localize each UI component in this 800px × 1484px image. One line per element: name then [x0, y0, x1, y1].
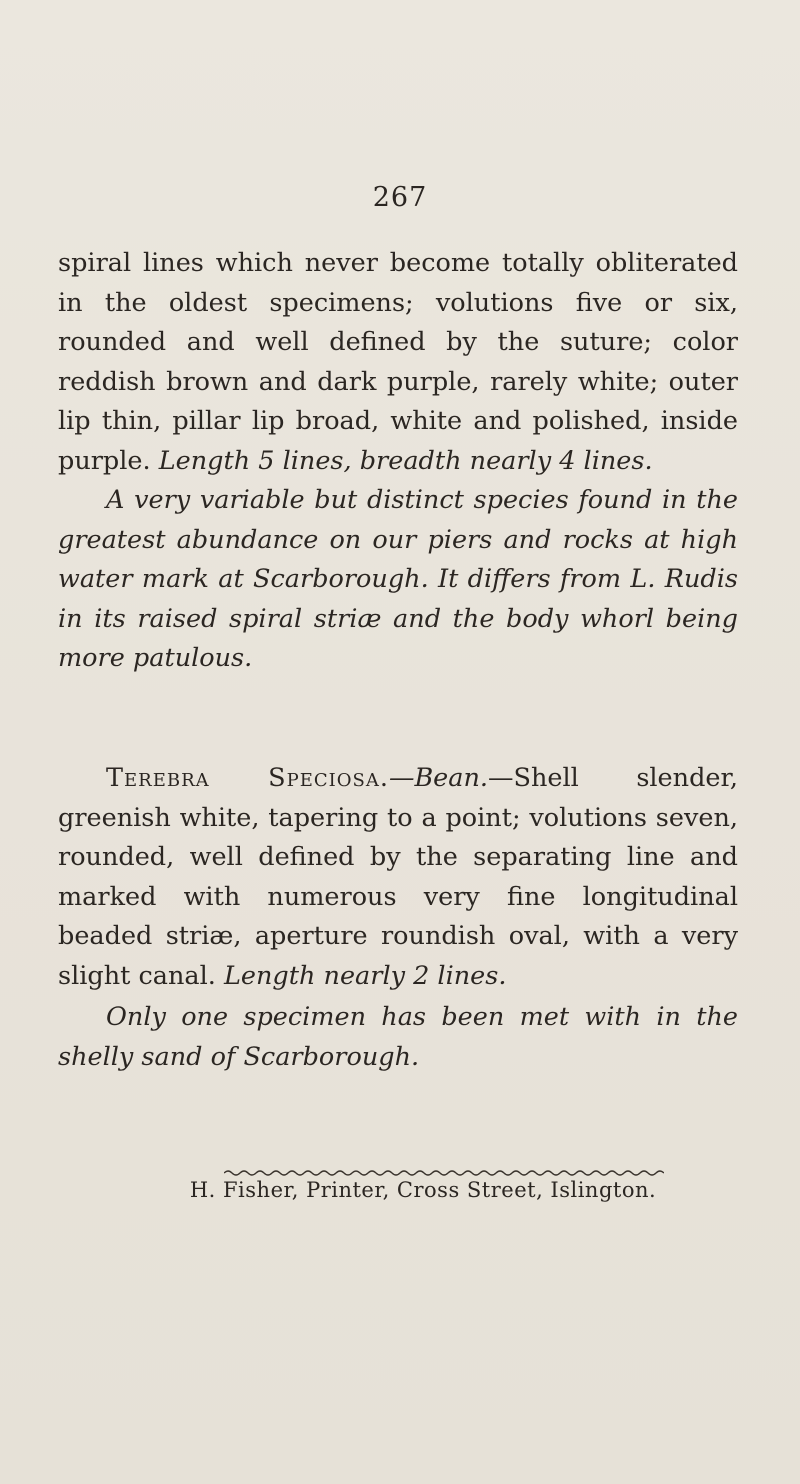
decorative-wavy-rule	[224, 1169, 664, 1177]
paragraph-terebra-description	[58, 759, 738, 997]
paragraph-littorina-habitat: A very variable but distinct species found in the greatest abundance on our piers and rocks at high water mark at Scarborough. It differs from L. Rudis in its raised spiral striæ and the body whorl being more patulous.	[58, 485, 738, 674]
length-measurement: Length 5 lines, breadth nearly 4 lines.	[158, 445, 653, 476]
paragraph-text: —Shell slender, greenish white, tapering to a point; volutions seven, rounded, well defined by the separating line and marked with numerous very fine longitudinal beaded striæ, aperture roundish oval, with a very slight canal.	[58, 763, 738, 991]
species-name: Terebra Speciosa.	[106, 763, 389, 793]
paragraph-text: spiral lines which never become totally obliterated in the oldest specimens; volutions five or six, rounded and well defined by the suture; color reddish brown and dark purple, rarely white; outer lip thin, pillar lip broad, white and polished, inside purple.	[58, 248, 738, 476]
length-measurement: Length nearly 2 lines.	[223, 960, 507, 991]
paragraph-littorina-description	[58, 244, 738, 482]
species-author: —Bean.	[388, 763, 488, 793]
paragraph-terebra-habitat: Only one specimen has been met with in the shelly sand of Scarborough.	[58, 1002, 738, 1072]
printer-imprint: H. Fisher, Printer, Cross Street, Islington.	[189, 1178, 657, 1202]
page-number: 267	[372, 182, 428, 213]
